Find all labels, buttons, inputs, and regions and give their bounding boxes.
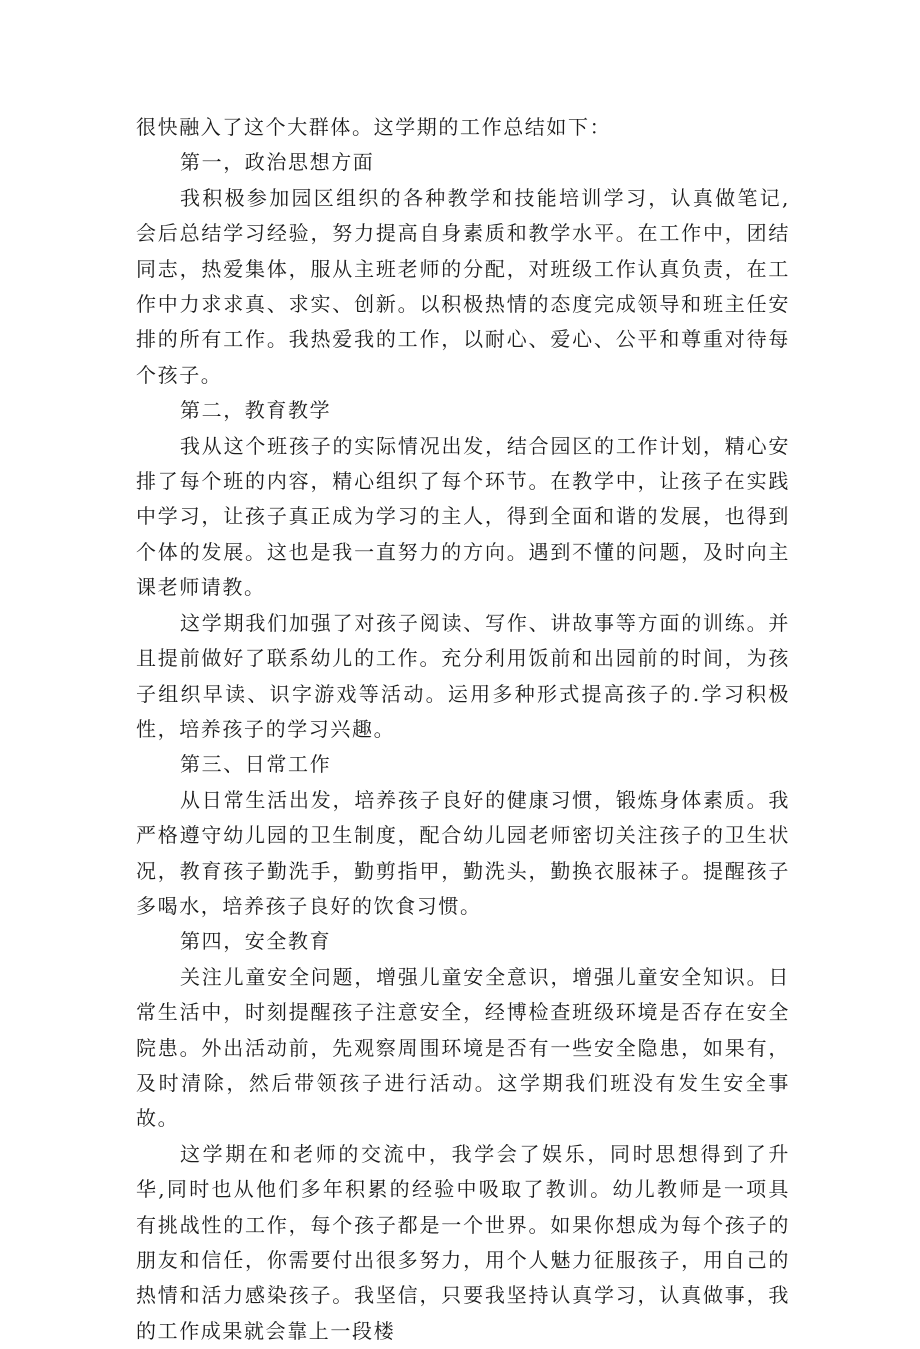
section-heading-politics: 第一，政治思想方面: [180, 150, 375, 175]
paragraph-teaching-2: 这学期我们加强了对孩子阅读、写作、讲故事等方面的训练。并且提前做好了联系幼儿的工作。充分利用饭前和出园前的时间，为孩子组织早读、识字游戏等活动。运用多种形式提高孩子的.学习积极性，培养孩子的学习兴趣。: [136, 610, 790, 741]
paragraph-teaching-1: 我从这个班孩子的实际情况出发，结合园区的工作计划，精心安排了每个班的内容，精心组织了每个环节。在教学中，让孩子在实践中学习，让孩子真正成为学习的主人，得到全面和谐的发展，也得到个体的发展。这也是我一直努力的方向。遇到不懂的问题，及时向主课老师请教。: [136, 433, 790, 600]
section-heading-daily-work: 第三、日常工作: [180, 752, 332, 777]
paragraph-politics: 我积极参加园区组织的各种教学和技能培训学习，认真做笔记,会后总结学习经验，努力提高自身素质和教学水平。在工作中，团结同志，热爱集体，服从主班老师的分配，对班级工作认真负责，在工作中力求求真、求实、创新。以积极热情的态度完成领导和班主任安排的所有工作。我热爱我的工作，以耐心、爱心、公平和尊重对待每个孩子。: [136, 185, 790, 387]
section-heading-teaching: 第二，教育教学: [180, 398, 332, 423]
paragraph-intro: 很快融入了这个大群体。这学期的工作总结如下：: [136, 115, 612, 139]
paragraph-conclusion: 这学期在和老师的交流中，我学会了娱乐，同时思想得到了升华,同时也从他们多年积累的经验中吸取了教训。幼儿教师是一项具有挑战性的工作，每个孩子都是一个世界。如果你想成为每个孩子的朋友和信任，你需要付出很多努力，用个人魅力征服孩子，用自己的热情和活力感染孩子。我坚信，只要我坚持认真学习，认真做事，我的工作成果就会靠上一段楼: [136, 1141, 790, 1343]
paragraph-safety: 关注儿童安全问题，增强儿童安全意识，增强儿童安全知识。日常生活中，时刻提醒孩子注意安全，经博检查班级环境是否存在安全院患。外出活动前，先观察周围环境是否有一些安全隐患，如果有，及时清除，然后带领孩子进行活动。这学期我们班没有发生安全事故。: [136, 964, 790, 1131]
section-heading-safety: 第四，安全教育: [180, 929, 332, 954]
document-body: [136, 110, 790, 1349]
paragraph-daily-work: 从日常生活出发，培养孩子良好的健康习惯，锻炼身体素质。我严格遵守幼儿园的卫生制度，配合幼儿园老师密切关注孩子的卫生状况，教育孩子勤洗手，勤剪指甲，勤洗头，勤换衣服袜子。提醒孩子多喝水，培养孩子良好的饮食习惯。: [136, 787, 790, 918]
